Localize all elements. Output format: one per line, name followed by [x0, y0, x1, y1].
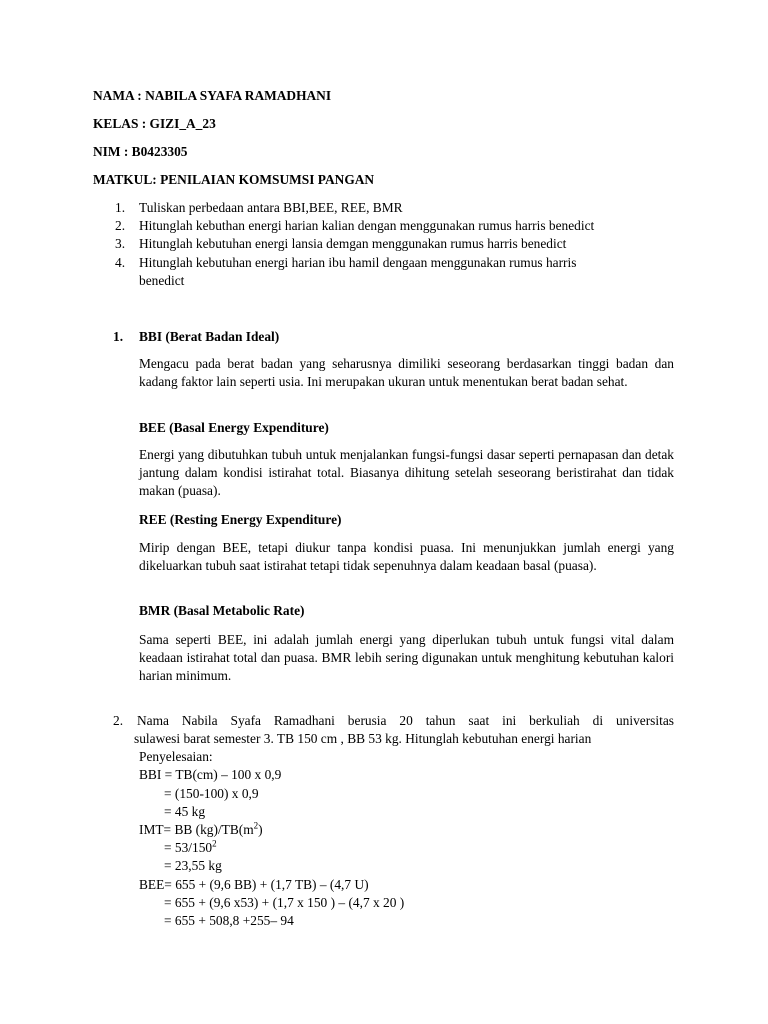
- solution-label: Penyelesaian:: [139, 749, 213, 764]
- ree-paragraph: Mirip dengan BEE, tetapi diukur tanpa kondisi puasa. Ini menunjukkan jumlah energi yang dikeluarkan tubuh saat istirahat tetapi tidak sepenuhnya dalam keadaan basal (puasa).: [139, 540, 674, 573]
- question-number: 2.: [115, 218, 126, 233]
- answer-1-number: 1.: [113, 329, 124, 344]
- question-number: 1.: [115, 200, 126, 215]
- bmr-heading: BMR (Basal Metabolic Rate): [139, 603, 305, 618]
- question-text: Tuliskan perbedaan antara BBI,BEE, REE, BMR: [139, 200, 403, 215]
- answer-2-number: 2.: [113, 713, 124, 728]
- student-nim: NIM : B0423305: [93, 144, 188, 159]
- course-name: MATKUL: PENILAIAN KOMSUMSI PANGAN: [93, 172, 375, 187]
- student-name: NAMA : NABILA SYAFA RAMADHANI: [93, 88, 332, 103]
- question-text: Hitunglah kebuthan energi harian kalian dengan menggunakan rumus harris benedict: [139, 218, 595, 233]
- question-text-continued: benedict: [139, 273, 185, 288]
- bee-step-2: = 655 + 508,8 +255– 94: [164, 913, 294, 928]
- answer-2-intro-line-1: Nama Nabila Syafa Ramadhani berusia 20 tahun saat ini berkuliah di universitas: [137, 713, 674, 728]
- question-number: 4.: [115, 255, 126, 270]
- bmr-paragraph: Sama seperti BEE, ini adalah jumlah energi yang diperlukan tubuh untuk fungsi vital dalam keadaan istirahat total dan puasa. BMR lebih sering digunakan untuk menghitung kebutuhan kalori harian minimum.: [139, 632, 674, 683]
- bbi-paragraph: Mengacu pada berat badan yang seharusnya dimiliki seseorang berdasarkan tinggi badan dan kadang faktor lain seperti usia. Ini merupakan ukuran untuk menentukan berat badan sehat.: [139, 356, 674, 389]
- bbi-heading: BBI (Berat Badan Ideal): [139, 329, 280, 344]
- imt-step: = $53/150^2$: [164, 838, 217, 855]
- bee-formula: BEE= 655 + (9,6 BB) + (1,7 TB) – (4,7 U): [139, 877, 369, 892]
- imt-formula: IMT= BB $(kg)/TB(m^2)$: [139, 820, 263, 837]
- imt-result: = 23,55 kg: [164, 858, 222, 873]
- answer-2-intro-line-2: sulawesi barat semester 3. TB 150 cm , BB 53 kg. Hitunglah kebutuhan energi harian: [134, 731, 592, 746]
- bee-step: = 655 + (9,6 x53) + (1,7 x 150 ) – (4,7 x 20 ): [164, 895, 405, 910]
- student-class: KELAS : GIZI_A_23: [93, 116, 216, 131]
- bbi-result: = 45 kg: [164, 804, 206, 819]
- bee-heading: BEE (Basal Energy Expenditure): [139, 420, 329, 435]
- ree-heading: REE (Resting Energy Expenditure): [139, 512, 342, 527]
- bbi-step: = (150-100) x 0,9: [164, 786, 259, 801]
- question-text: Hitunglah kebutuhan energi lansia demgan menggunakan rumus harris benedict: [139, 236, 567, 251]
- question-text: Hitunglah kebutuhan energi harian ibu hamil dengaan menggunakan rumus harris: [139, 255, 577, 270]
- question-number: 3.: [115, 236, 126, 251]
- bbi-formula: BBI = TB(cm) – 100 x 0,9: [139, 767, 282, 782]
- bee-paragraph: Energi yang dibutuhkan tubuh untuk menjalankan fungsi-fungsi dasar seperti pernapasan dan detak jantung dalam kondisi istirahat total. Biasanya dihitung setelah seseorang beristirahat dan tidak makan (puasa).: [139, 447, 674, 498]
